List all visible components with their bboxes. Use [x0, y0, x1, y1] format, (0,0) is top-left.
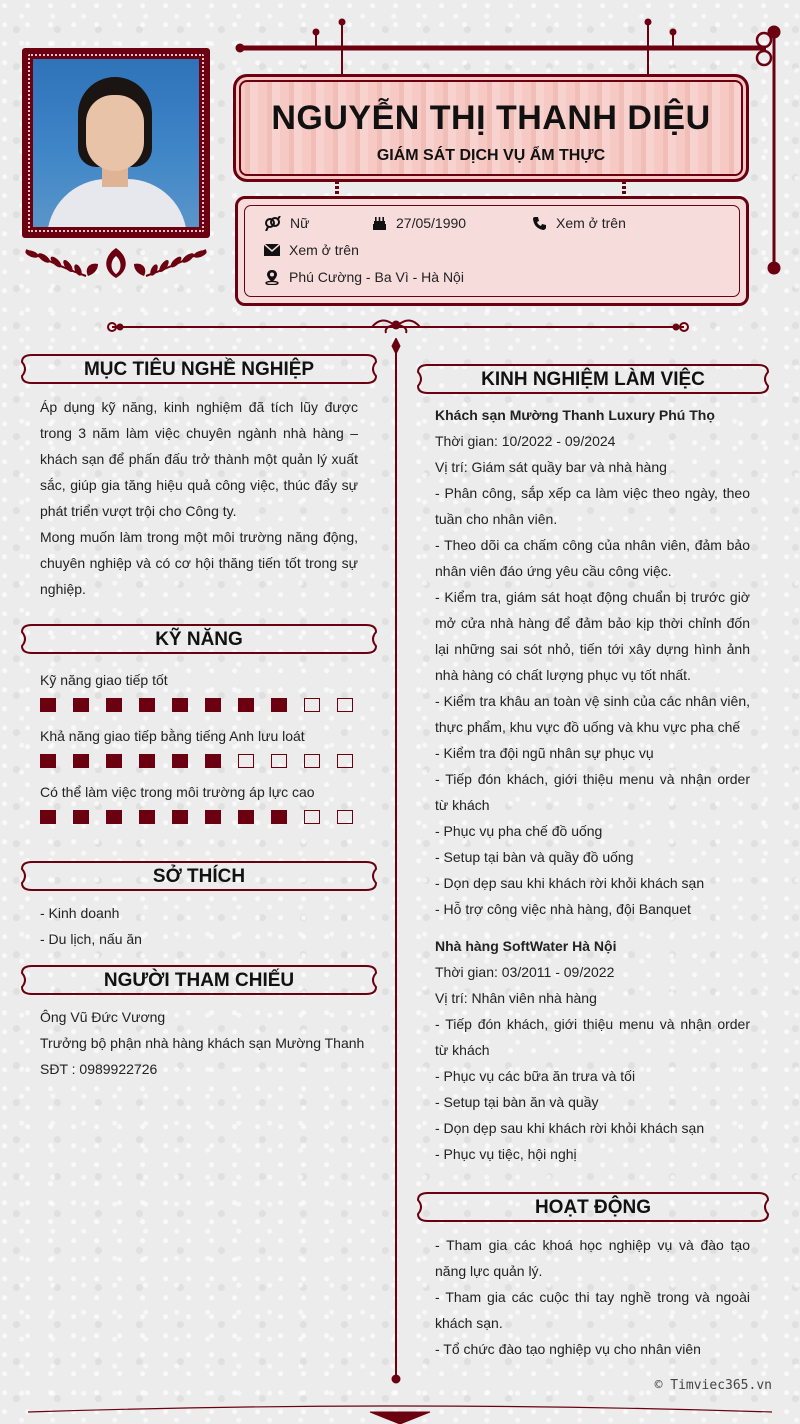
- skill-label: Có thể làm việc trong môi trường áp lực cao: [40, 784, 315, 800]
- skill-box-filled: [205, 754, 221, 768]
- job-task: - Tiếp đón khách, giới thiệu menu và nhận order từ khách: [435, 771, 750, 813]
- avatar-frame: [22, 48, 210, 238]
- skill-rating: [40, 810, 370, 824]
- skill-box-filled: [172, 810, 188, 824]
- references-title: NGƯỜI THAM CHIẾU: [103, 970, 295, 991]
- job-time: Thời gian: 03/2011 - 09/2022: [435, 964, 615, 980]
- activities-title: HOẠT ĐỘNG: [534, 1197, 652, 1218]
- skill-box-filled: [40, 754, 56, 768]
- bottom-ornament: [0, 1400, 800, 1424]
- skill-box-filled: [73, 698, 89, 712]
- candidate-name: NGUYỄN THỊ THANH DIỆU: [271, 99, 711, 137]
- skills-list: [40, 672, 370, 824]
- location-pin-icon: [264, 269, 280, 285]
- skill-box-filled: [238, 810, 254, 824]
- skill-label: Kỹ năng giao tiếp tốt: [40, 672, 168, 688]
- experience-job-2: [435, 933, 750, 1167]
- job-task: - Kiểm tra đội ngũ nhân sự phục vụ: [435, 745, 654, 761]
- skill-box-filled: [106, 810, 122, 824]
- phone-item[interactable]: [532, 215, 626, 231]
- hobbies-section-header: [20, 859, 378, 893]
- job-task: - Phục vụ pha chế đồ uống: [435, 823, 603, 839]
- skill-box-empty: [337, 698, 353, 712]
- skill-rating: [40, 698, 370, 712]
- job-time: Thời gian: 10/2022 - 09/2024: [435, 433, 616, 449]
- job-company: Nhà hàng SoftWater Hà Nội: [435, 938, 617, 954]
- skill-box-empty: [337, 810, 353, 824]
- name-board: [233, 74, 749, 182]
- skill-box-filled: [205, 698, 221, 712]
- experience-section-header: [416, 362, 770, 396]
- job-role: Vị trí: Nhân viên nhà hàng: [435, 990, 597, 1006]
- objective-paragraph-1: Áp dụng kỹ năng, kinh nghiệm đã tích lũy được trong 3 năm làm việc chuyên ngành nhà hàng – khách sạn để phấn đấu trở thành một quản lý xuất sắc, giúp gia tăng hiệu quả công việc, thúc đẩy sự phát triển vượt trội cho Công ty.: [40, 399, 358, 519]
- column-divider: [388, 338, 404, 1388]
- job-task: - Theo dõi ca chấm công của nhân viên, đảm bảo nhân viên đáo ứng yêu cầu công việc.: [435, 537, 750, 579]
- skill-box-empty: [304, 754, 320, 768]
- hobbies-list: [40, 900, 358, 952]
- activity-item: - Tham gia các cuộc thi tay nghề trong và ngoài khách sạn.: [435, 1289, 750, 1331]
- skill-box-filled: [271, 810, 287, 824]
- job-task: - Tiếp đón khách, giới thiệu menu và nhận order từ khách: [435, 1016, 750, 1058]
- skills-section-header: [20, 622, 378, 656]
- personal-info-board: [235, 196, 749, 306]
- skill-box-filled: [139, 698, 155, 712]
- skill-box-filled: [238, 698, 254, 712]
- skill-box-filled: [106, 754, 122, 768]
- job-task: - Phục vụ tiệc, hội nghị: [435, 1146, 577, 1162]
- skill-box-empty: [271, 754, 287, 768]
- skill-box-filled: [271, 698, 287, 712]
- job-role: Vị trí: Giám sát quầy bar và nhà hàng: [435, 459, 667, 475]
- skill-box-filled: [73, 810, 89, 824]
- activity-item: - Tổ chức đào tạo nghiệp vụ cho nhân viên: [435, 1341, 701, 1357]
- job-task: - Dọn dẹp sau khi khách rời khỏi khách sạn: [435, 1120, 705, 1136]
- skill-box-filled: [40, 810, 56, 824]
- skill-box-filled: [139, 810, 155, 824]
- skill-rating: [40, 754, 370, 768]
- phone-value: Xem ở trên: [556, 215, 626, 231]
- hobby-item: - Du lịch, nấu ăn: [40, 931, 142, 947]
- skill-box-filled: [40, 698, 56, 712]
- address-value: Phú Cường - Ba Vì - Hà Nội: [289, 269, 464, 285]
- skill-box-filled: [172, 698, 188, 712]
- activities-list: [435, 1232, 750, 1362]
- email-item[interactable]: [264, 242, 359, 258]
- reference-name: Ông Vũ Đức Vương: [40, 1009, 166, 1025]
- job-task: - Phân công, sắp xếp ca làm việc theo ngày, theo tuần cho nhân viên.: [435, 485, 750, 527]
- hobby-item: - Kinh doanh: [40, 905, 120, 921]
- skill-box-filled: [106, 698, 122, 712]
- birthday-value: 27/05/1990: [396, 215, 467, 231]
- skill-box-empty: [304, 698, 320, 712]
- job-task: - Setup tại bàn ăn và quầy: [435, 1094, 599, 1110]
- candidate-position: GIÁM SÁT DỊCH VỤ ẨM THỰC: [376, 147, 606, 164]
- skill-box-empty: [304, 810, 320, 824]
- objective-text: [40, 394, 358, 602]
- skill-box-empty: [238, 754, 254, 768]
- job-task: - Setup tại bàn và quầy đồ uống: [435, 849, 634, 865]
- reference-phone: SĐT : 0989922726: [40, 1061, 158, 1077]
- laurel-ornament: [22, 242, 210, 282]
- skills-title: KỸ NĂNG: [155, 629, 243, 650]
- activities-section-header: [416, 1190, 770, 1224]
- objective-paragraph-2: Mong muốn làm trong một môi trường năng động, chuyên nghiệp và có cơ hội thăng tiến tốt trong sự nghiệp.: [40, 529, 358, 597]
- references-list: [40, 1004, 370, 1082]
- avatar: [33, 59, 199, 227]
- job-task: - Kiểm tra, giám sát hoạt động chuẩn bị trước giờ mở cửa nhà hàng để đảm bảo kịp thời chỉnh đốn lại những sai sót nhỏ, tiến tới xây dựng hình ảnh nhà hàng có chất lượng phục vụ tốt nhất.: [435, 589, 750, 683]
- objective-title: MỤC TIÊU NGHỀ NGHIỆP: [83, 359, 315, 380]
- email-icon: [264, 244, 280, 256]
- hobbies-title: SỞ THÍCH: [152, 866, 246, 887]
- experience-title: KINH NGHIỆM LÀM VIỆC: [481, 369, 705, 390]
- reference-title: Trưởng bộ phận nhà hàng khách sạn Mường Thanh: [40, 1035, 365, 1051]
- copyright-footer[interactable]: © Timviec365.vn: [654, 1378, 772, 1393]
- job-task: - Phục vụ các bữa ăn trưa và tối: [435, 1068, 636, 1084]
- activity-item: - Tham gia các khoá học nghiệp vụ và đào tạo năng lực quản lý.: [435, 1237, 750, 1279]
- job-company: Khách sạn Mường Thanh Luxury Phú Thọ: [435, 407, 715, 423]
- gender-icon: [264, 216, 281, 231]
- phone-icon: [532, 216, 547, 231]
- skill-box-filled: [205, 810, 221, 824]
- references-section-header: [20, 963, 378, 997]
- objective-section-header: [20, 352, 378, 386]
- skill-box-empty: [337, 754, 353, 768]
- job-task: - Kiểm tra khâu an toàn vệ sinh của các nhân viên, thực phẩm, khu vực đồ uống và khu vực pha chế: [435, 693, 750, 735]
- address-item: [264, 269, 464, 285]
- gender-item: [264, 215, 309, 231]
- skill-box-filled: [139, 754, 155, 768]
- experience-job-1: [435, 402, 750, 922]
- skill-box-filled: [172, 754, 188, 768]
- skill-box-filled: [73, 754, 89, 768]
- skill-label: Khả năng giao tiếp bằng tiếng Anh lưu loát: [40, 728, 305, 744]
- birthday-item: [372, 215, 466, 231]
- gender-value: Nữ: [290, 215, 310, 231]
- job-task: - Hỗ trợ công việc nhà hàng, đội Banquet: [435, 901, 691, 917]
- email-value: Xem ở trên: [289, 242, 359, 258]
- job-task: - Dọn dẹp sau khi khách rời khỏi khách sạn: [435, 875, 705, 891]
- birthday-cake-icon: [372, 216, 387, 231]
